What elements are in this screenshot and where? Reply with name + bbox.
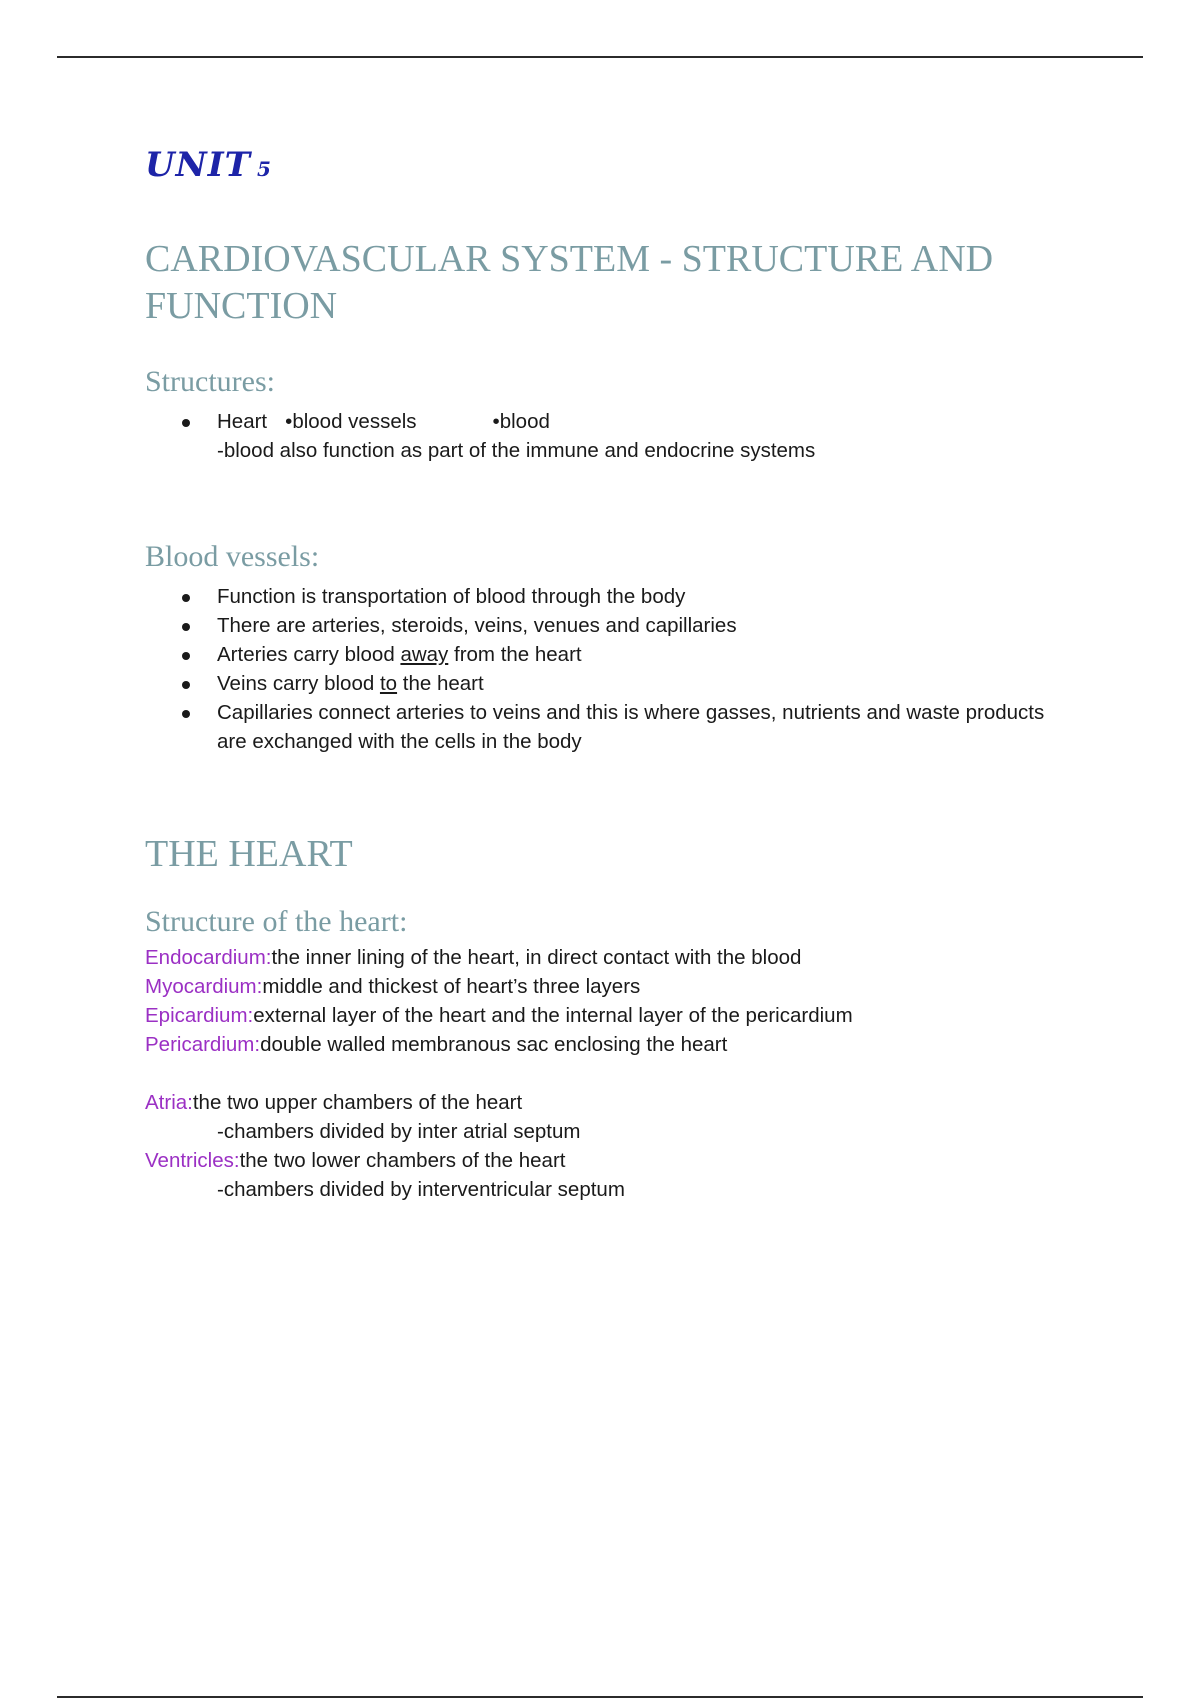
term-pericardium: Pericardium: xyxy=(145,1033,261,1056)
structure-heart: Heart xyxy=(217,410,268,433)
bullet-dot xyxy=(182,681,190,689)
heart-definitions xyxy=(145,943,1075,1204)
definition-endocardium xyxy=(145,943,1075,972)
bullet-dot xyxy=(182,652,190,660)
structure-of-heart-heading: Structure of the heart: xyxy=(145,905,408,938)
structures-note: -blood also function as part of the immune and endocrine systems xyxy=(217,439,816,462)
definition-pericardium xyxy=(145,1030,1075,1059)
definition-myocardium xyxy=(145,972,1075,1001)
def-epicardium: external layer of the heart and the internal layer of the pericardium xyxy=(253,1004,853,1027)
ventricles-note: -chambers divided by interventricular septum xyxy=(217,1178,625,1201)
top-rule xyxy=(57,56,1143,58)
main-title xyxy=(145,236,1075,330)
vessels-bullet-4-underlined: to xyxy=(379,672,398,695)
list-item xyxy=(145,582,1075,611)
bullet-dot xyxy=(182,594,190,602)
atria-note: -chambers divided by inter atrial septum xyxy=(217,1120,581,1143)
term-endocardium: Endocardium: xyxy=(145,946,272,969)
vessels-bullet-4-pre: Veins carry blood xyxy=(217,672,380,695)
vessels-bullet-3-underlined: away xyxy=(400,643,449,666)
term-ventricles: Ventricles: xyxy=(145,1149,240,1172)
bullet-dot xyxy=(182,710,190,718)
bottom-rule xyxy=(57,1696,1143,1698)
document-page xyxy=(145,145,1075,1204)
main-title-line1: CARDIOVASCULAR SYSTEM - STRUCTURE AND xyxy=(145,238,994,280)
def-pericardium: double walled membranous sac enclosing the heart xyxy=(260,1033,728,1056)
term-epicardium: Epicardium: xyxy=(145,1004,254,1027)
vessels-bullet-2: There are arteries, steroids, veins, venues and capillaries xyxy=(217,614,737,637)
bullet-dot xyxy=(182,623,190,631)
term-myocardium: Myocardium: xyxy=(145,975,263,998)
spacer xyxy=(145,1059,1075,1088)
vessels-bullet-4-post: the heart xyxy=(397,672,484,695)
def-ventricles: the two lower chambers of the heart xyxy=(239,1149,566,1172)
def-endocardium: the inner lining of the heart, in direct contact with the blood xyxy=(271,946,802,969)
heart-heading: THE HEART xyxy=(145,833,353,875)
main-title-line2: FUNCTION xyxy=(145,285,338,327)
blood-vessels-list xyxy=(145,582,1075,756)
structure-blood: •blood xyxy=(492,410,550,433)
definition-epicardium xyxy=(145,1001,1075,1030)
definition-ventricles xyxy=(145,1146,1075,1175)
vessels-bullet-5: Capillaries connect arteries to veins and this is where gasses, nutrients and waste products are exchanged with the cells in the body xyxy=(217,701,1045,753)
blood-vessels-heading: Blood vessels: xyxy=(145,540,320,573)
def-atria: the two upper chambers of the heart xyxy=(192,1091,523,1114)
list-item xyxy=(145,698,1075,756)
unit-number: 5 xyxy=(256,157,271,181)
vessels-bullet-3-pre: Arteries carry blood xyxy=(217,643,401,666)
bullet-dot xyxy=(182,419,190,427)
term-atria: Atria: xyxy=(145,1091,193,1114)
vessels-bullet-3-post: from the heart xyxy=(448,643,582,666)
unit-word: UNIT xyxy=(145,145,251,185)
unit-title xyxy=(145,145,1075,195)
list-item xyxy=(145,407,1075,465)
definition-atria xyxy=(145,1088,1075,1117)
structure-vessels: •blood vessels xyxy=(285,410,417,433)
structures-list xyxy=(145,407,1075,465)
list-item xyxy=(145,640,1075,669)
def-myocardium: middle and thickest of heart’s three layers xyxy=(262,975,641,998)
structures-heading: Structures: xyxy=(145,365,275,398)
list-item xyxy=(145,669,1075,698)
vessels-bullet-1: Function is transportation of blood through the body xyxy=(217,585,686,608)
list-item xyxy=(145,611,1075,640)
